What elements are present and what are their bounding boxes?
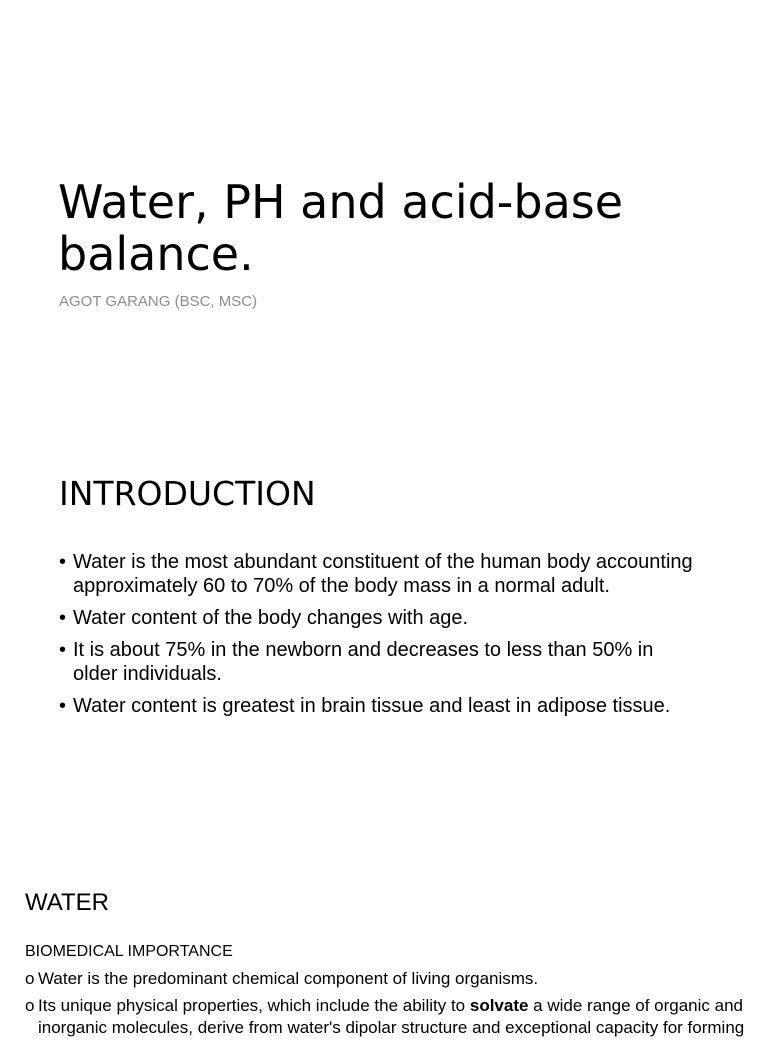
bullet-text-after: a wide range of organic and inorganic molecules, derive from water's dipolar structure and exceptional capacity for forming [38, 996, 745, 1037]
bullet-text: It is about 75% in the newborn and decreases to less than 50% in older individuals. [73, 639, 654, 685]
bullet-text-before: Its unique physical properties, which include the ability to [38, 996, 470, 1015]
list-item [59, 606, 699, 630]
water-heading: WATER [25, 889, 109, 916]
list-item [25, 968, 750, 990]
water-bullet-list [25, 968, 750, 1044]
list-item [25, 995, 750, 1039]
bullet-text: Water content of the body changes with age. [73, 607, 469, 629]
introduction-bullet-list [59, 550, 699, 726]
bullet-text: Water content is greatest in brain tissue and least in adipose tissue. [73, 695, 671, 717]
bold-term: solvate [469, 996, 529, 1015]
list-item [59, 550, 699, 598]
introduction-slide [0, 432, 768, 864]
presentation-title: Water, PH and acid-base balance. [58, 175, 624, 281]
water-slide [0, 864, 768, 1037]
bullet-icon: • [59, 551, 67, 573]
bullet-icon: • [59, 639, 67, 661]
list-item [59, 694, 699, 718]
bullet-icon: • [59, 607, 67, 629]
bullet-text: Water is the predominant chemical component of living organisms. [38, 969, 539, 988]
bullet-icon: • [59, 695, 67, 717]
author-subtitle: AGOT GARANG (BSC, MSC) [59, 293, 258, 310]
list-item [59, 638, 699, 686]
circle-bullet-icon: o [25, 996, 35, 1015]
introduction-heading: INTRODUCTION [59, 474, 316, 513]
title-slide [0, 0, 768, 432]
biomedical-importance-heading: BIOMEDICAL IMPORTANCE [25, 943, 233, 960]
bullet-text: Water is the most abundant constituent of the human body accounting approximately 60 to 70% of the body mass in a normal adult. [73, 551, 693, 597]
circle-bullet-icon: o [25, 969, 35, 988]
